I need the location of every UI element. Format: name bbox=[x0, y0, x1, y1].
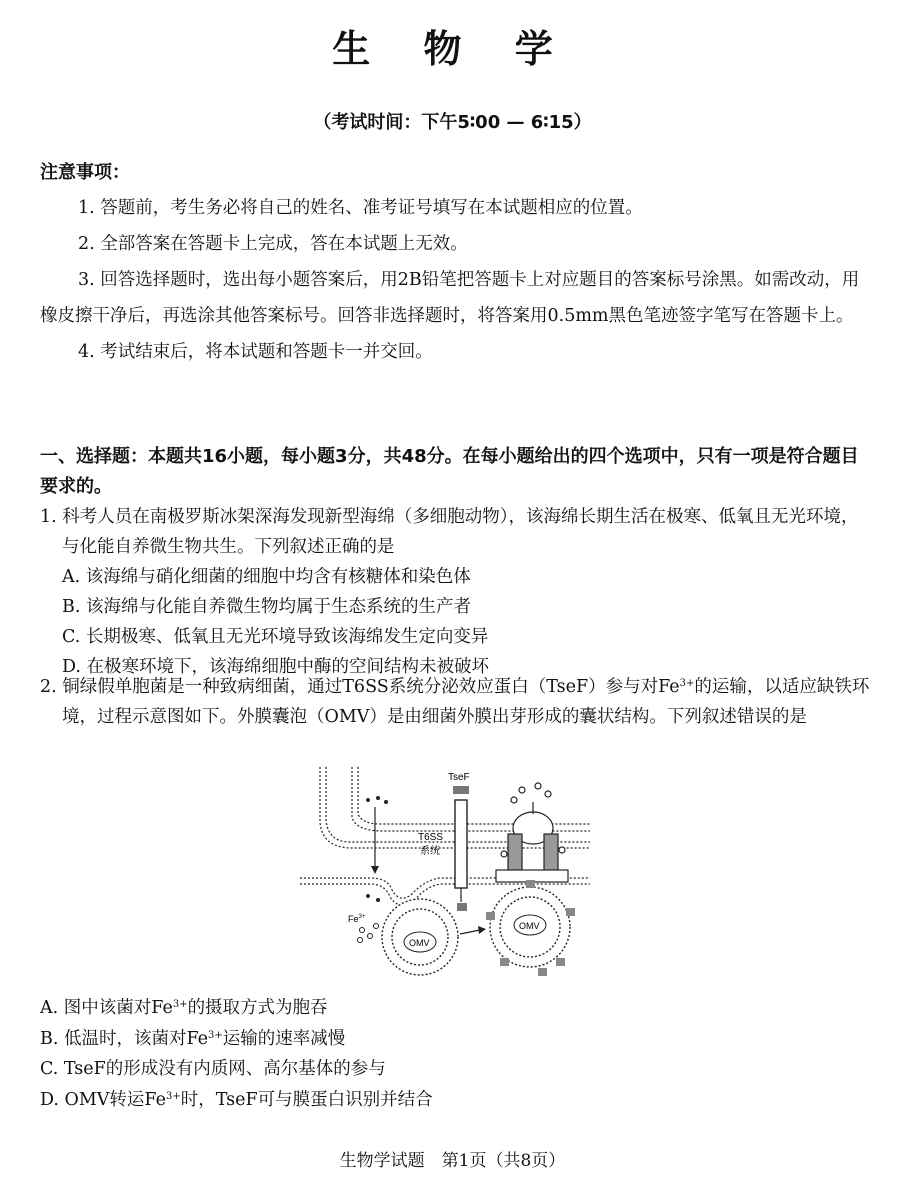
tsef-label: TseF bbox=[448, 772, 470, 783]
receptor-complex bbox=[496, 783, 568, 882]
notice-item: 1. 答题前，考生务必将自己的姓名、准考证号填写在本试题相应的位置。 bbox=[78, 198, 643, 218]
tsef-protein bbox=[453, 786, 469, 794]
question-2-options bbox=[40, 993, 870, 1115]
superscript: 3+ bbox=[679, 678, 695, 689]
option-a: A. 图中该菌对$Fe^{3+}$的摄取方式为胞吞 bbox=[40, 998, 328, 1018]
fe-label: $Fe^{3+}$ bbox=[348, 914, 366, 924]
omv-left-label: OMV bbox=[409, 938, 430, 948]
t6ss-label: T6SS bbox=[418, 832, 444, 843]
stem-text: 的运输，以适应缺铁环境，过程示意图如下。外膜囊泡（OMV）是由细菌外膜出芽形成的囊状结构。下列叙述错误的是 bbox=[62, 677, 870, 727]
notice-item: 4. 考试结束后，将本试题和答题卡一并交回。 bbox=[78, 342, 433, 362]
notice-item: 2. 全部答案在答题卡上完成，答在本试题上无效。 bbox=[78, 234, 468, 254]
stem-text: 2. 铜绿假单胞菌是一种致病细菌，通过T6SS系统分泌效应蛋白（TseF）参与对Fe bbox=[40, 677, 680, 697]
omv-right bbox=[486, 880, 575, 976]
option-a: A. 该海绵与硝化细菌的细胞中均含有核糖体和染色体 bbox=[62, 567, 471, 587]
section-heading: 一、选择题：本题共16小题，每小题3分，共48分。在每小题给出的四个选项中，只有一项是符合题目要求的。 bbox=[40, 446, 859, 497]
fe-particles bbox=[366, 796, 388, 902]
omv-right-label: OMV bbox=[519, 921, 540, 931]
t6ss-channel bbox=[455, 800, 467, 888]
notice-list bbox=[40, 190, 870, 370]
omv-left bbox=[382, 899, 458, 975]
question-stem bbox=[40, 672, 870, 732]
notice-heading: 注意事项： bbox=[40, 162, 130, 183]
page-footer: 生物学试题 第1页（共8页） bbox=[339, 1151, 566, 1171]
question-2 bbox=[40, 672, 870, 732]
option-d: D. OMV转运$Fe^{3+}$时，TseF可与膜蛋白识别并结合 bbox=[40, 1089, 433, 1110]
option-list bbox=[40, 562, 870, 682]
notice-item: 3. 回答选择题时，选出每小题答案后，用2B铅笔把答题卡上对应题目的答案标号涂黑。如需改动，用橡皮擦干净后，再选涂其他答案标号。回答非选择题时，将答案用0.5mm黑色笔迹签字笔写在答题卡上。 bbox=[40, 270, 860, 326]
question-1 bbox=[40, 502, 870, 682]
option-b: B. 低温时，该菌对$Fe^{3+}$运输的速率减慢 bbox=[40, 1028, 346, 1049]
option-b: B. 该海绵与化能自养微生物均属于生态系统的生产者 bbox=[62, 597, 471, 617]
question-stem: 1. 科考人员在南极罗斯冰架深海发现新型海绵（多细胞动物），该海绵长期生活在极寒、低氧且无光环境，与化能自养微生物共生。下列叙述正确的是 bbox=[40, 507, 859, 557]
option-c: C. 长期极寒、低氧且无光环境导致该海绵发生定向变异 bbox=[62, 627, 489, 647]
page-title: 生 物 学 bbox=[332, 27, 573, 71]
t6ss-sub-label: 系统 bbox=[420, 846, 440, 857]
option-d: D. 在极寒环境下，该海绵细胞中酶的空间结构未被破坏 bbox=[62, 657, 490, 677]
omv-transport-diagram bbox=[300, 762, 600, 984]
exam-time: （考试时间：下午5∶00 — 6∶15） bbox=[313, 112, 592, 133]
option-c: C. TseF的形成没有内质网、高尔基体的参与 bbox=[40, 1059, 386, 1079]
